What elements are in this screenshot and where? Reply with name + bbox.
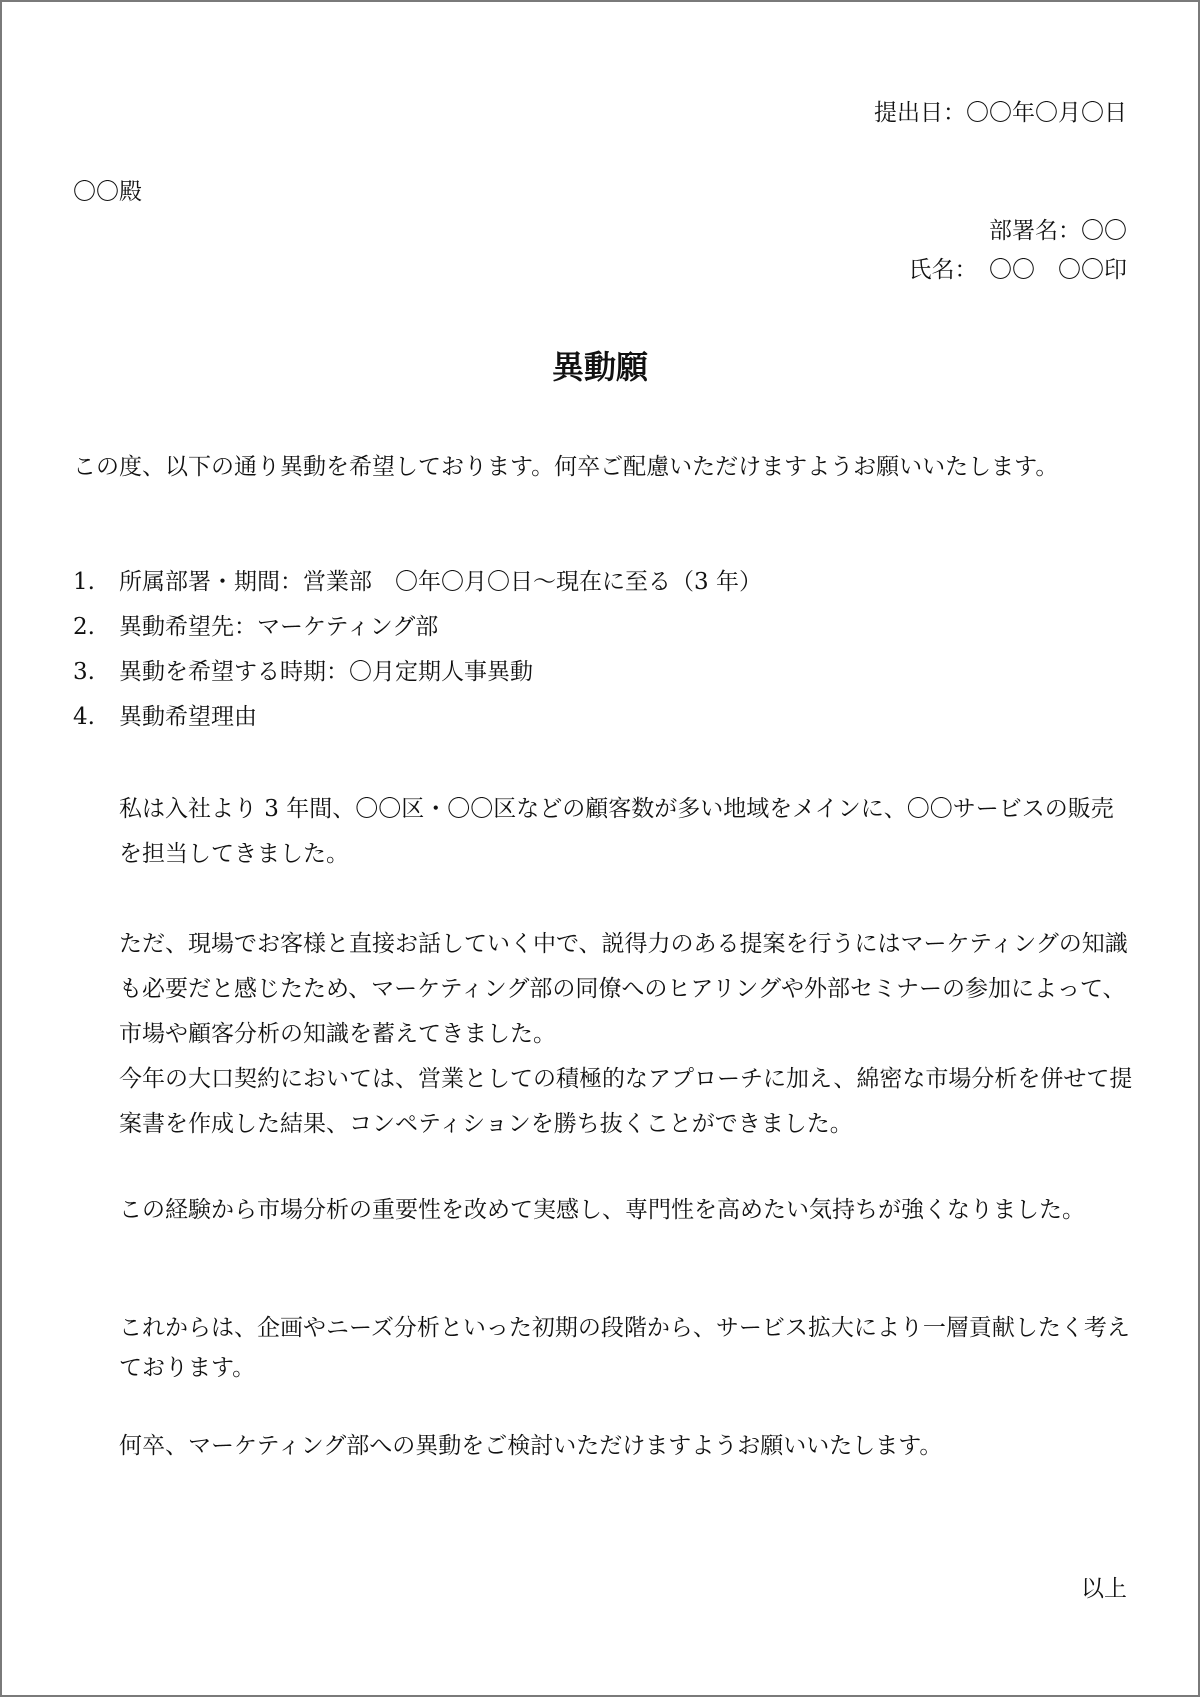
intro-paragraph: この度、以下の通り異動を希望しております。何卒ご配慮いただけますようお願いいたします。	[73, 454, 1059, 480]
list-item-number: 3.	[73, 659, 95, 685]
reason-paragraph-1: 私は入社より 3 年間、〇〇区・〇〇区などの顧客数が多い地域をメインに、〇〇サービスの販売を担当してきました。	[119, 796, 1114, 867]
reason-paragraph-6: 何卒、マーケティング部への異動をご検討いただけますようお願いいたします。	[119, 1433, 943, 1459]
document-title: 異動願	[551, 348, 648, 386]
reason-paragraph-4: この経験から市場分析の重要性を改めて実感し、専門性を高めたい気持ちが強くなりました。	[119, 1197, 1085, 1223]
closing-text: 以上	[1081, 1576, 1127, 1602]
reason-paragraph-2: ただ、現場でお客様と直接お話していく中で、説得力のある提案を行うにはマーケティングの知識も必要だと感じたため、マーケティング部の同僚へのヒアリングや外部セミナーの参加によって、市場や顧客分析の知識を蓄えてきました。	[119, 931, 1128, 1047]
department-name: 部署名：〇〇	[989, 218, 1127, 244]
list-item-number: 2.	[73, 614, 95, 640]
addressee: 〇〇殿	[73, 179, 142, 205]
list-item	[73, 612, 762, 657]
list-item	[73, 567, 762, 612]
reason-paragraph-3: 今年の大口契約においては、営業としての積極的なアプローチに加え、綿密な市場分析を併せて提案書を作成した結果、コンペティションを勝ち抜くことができました。	[119, 1066, 1133, 1137]
reason-paragraph-5: これからは、企画やニーズ分析といった初期の段階から、サービス拡大により一層貢献したく考えております。	[119, 1315, 1130, 1381]
list-item-text: 異動希望理由	[119, 704, 257, 730]
list-item-text: 異動希望先：マーケティング部	[119, 614, 439, 640]
list-item-text: 異動を希望する時期：〇月定期人事異動	[119, 659, 533, 685]
list-item-number: 4.	[73, 704, 95, 730]
list-item	[73, 702, 762, 747]
list-item-number: 1.	[73, 569, 95, 595]
list-item	[73, 657, 762, 702]
request-list	[73, 567, 762, 747]
applicant-name: 氏名： 〇〇 〇〇印	[908, 257, 1127, 283]
submit-date: 提出日：〇〇年〇月〇日	[874, 100, 1127, 126]
list-item-text: 所属部署・期間：営業部 〇年〇月〇日～現在に至る（3 年）	[119, 569, 762, 595]
